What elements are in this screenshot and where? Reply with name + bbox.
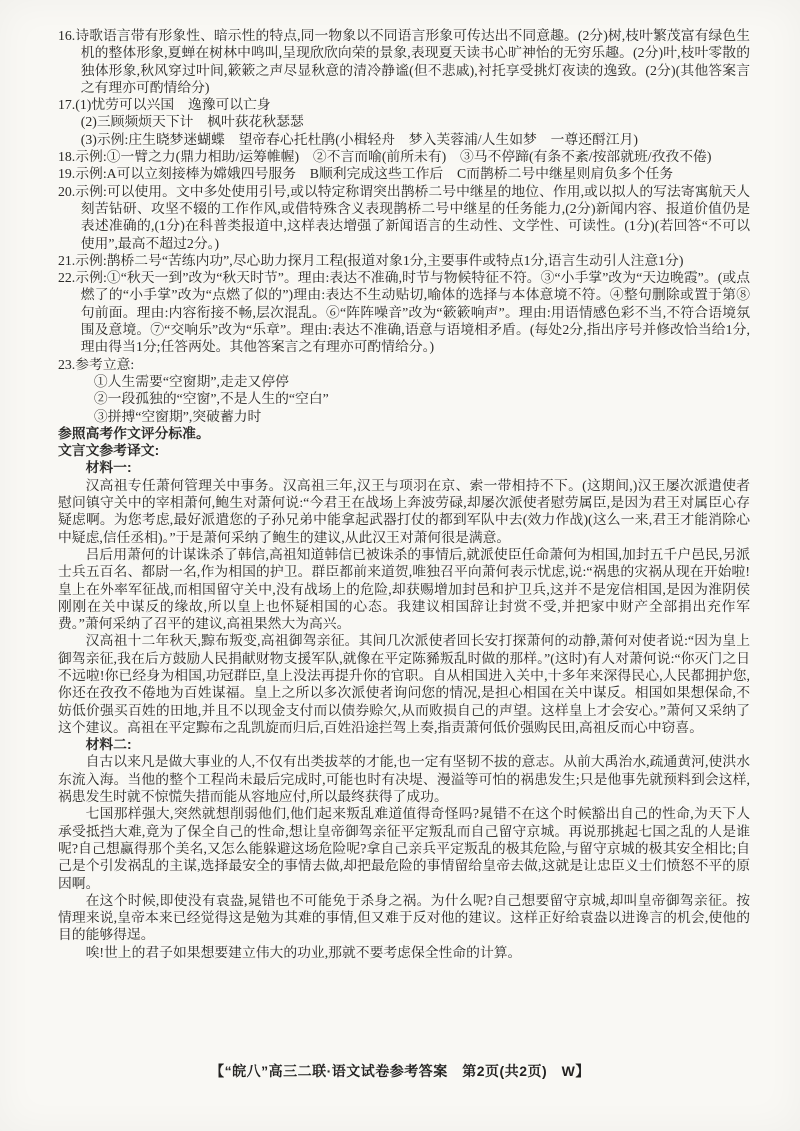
material-2-paragraph-3: 在这个时候,即使没有袁盎,晁错也不可能免于杀身之祸。为什么呢?自己想要留守京城,却叫皇帝御驾亲征。按情理来说,皇帝本来已经觉得这是勉为其难的事情,但又难于反对他的建议。这样正好给袁盎以进谗言的机会,使他的目的能够得逞。 xyxy=(58,892,750,943)
answer-text-23-1: ①人生需要“空窗期”,走走又停停 xyxy=(93,373,289,389)
material-2-paragraph-4: 唉!世上的君子如果想要建立伟大的功业,那就不要考虑保全性命的计算。 xyxy=(85,944,522,960)
answer-text-17-2: (2)三顾频烦天下计 枫叶荻花秋瑟瑟 xyxy=(80,114,304,130)
answer-text-23-2: ②一段孤独的“空窗”,不是人生的“空白” xyxy=(93,391,329,407)
answer-text-18: 示例:①一臂之力(鼎力相助/运筹帷幄) ②不言而喻(前所未有) ③马不停蹄(有条不紊/按部就班/孜孜不倦) xyxy=(75,149,712,165)
answer-text-20: 示例:可以使用。文中多处使用引号,或以特定称谓突出鹊桥二号中继星的地位、作用,或以拟人的写法寄寓航天人刻苦钻研、攻坚不辍的工作作风,或借特殊含义表现鹊桥二号中继星的任务能力,(2分)新闻内容、报道价值仍是表述准确的,(1分)在科普类报道中,这样表达增强了新闻语言的生动性、文学性、可读性。(1分)(若回答“不可以使用”,最高不超过2分。) xyxy=(75,183,750,251)
material-2-label: 材料二: xyxy=(85,737,132,753)
answer-number-16: 16. xyxy=(58,28,76,43)
answer-item-21 xyxy=(58,252,750,269)
material-1-paragraph-2: 吕后用萧何的计谋诛杀了韩信,高祖知道韩信已被诛杀的事情后,就派使臣任命萧何为相国,加封五千户邑民,另派士兵五百名、都尉一名,作为相国的护卫。群臣都前来道贺,唯独召平向萧何表示忧虑,说:“祸患的灾祸从现在开始啦!皇上在外率军征战,而相国留守关中,没有战场上的危险,却获赐增加封邑和护卫兵,这并不是宠信相国,是因为淮阴侯刚刚在关中谋反的缘故,所以皇上也怀疑相国的心态。我建议相国辞让封赏不受,并把家中财产全部捐出充作军费。”萧何采纳了召平的建议,高祖果然大为高兴。 xyxy=(58,546,750,632)
material-1-paragraph-1: 汉高祖专任萧何管理关中事务。汉高祖三年,汉王与项羽在京、索一带相持不下。(这期间,)汉王屡次派遣使者慰问镇守关中的宰相萧何,鲍生对萧何说:“今君王在战场上奔波劳碌,却屡次派使者慰劳属臣,是因为君王对属臣心存疑虑啊。为您考虑,最好派遣您的子孙兄弟中能拿起武器打仗的都到军队中去(效力作战)(这么一来,君王才能消除心中疑虑,信任丞相)。”于是萧何采纳了鲍生的建议,从此汉王对萧何很是满意。 xyxy=(58,477,750,545)
translation-heading: 文言文参考译文: xyxy=(58,443,160,459)
answer-item-19 xyxy=(58,165,750,182)
answer-item-18 xyxy=(58,148,750,165)
answer-text-16: 诗歌语言带有形象性、暗示性的特点,同一物象以不同语言形象可传达出不同意趣。(2分)树,枝叶繁茂富有绿色生机的整体形象,夏蝉在树林中鸣叫,呈现欣欣向荣的景象,表现夏天读书心旷神怡的无穷乐趣。(2分)叶,枝叶零散的独体形象,秋风穿过叶间,簌簌之声尽显秋意的清冷静谧(但不悲戚),衬托享受挑灯夜读的逸致。(2分)(其他答案言之有理亦可酌情给分) xyxy=(75,28,750,95)
answer-text-19: 示例:A可以立刻接棒为嫦娥四号服务 B顺利完成这些工作后 C而鹊桥二号中继星则肩负多个任务 xyxy=(75,166,674,182)
answer-number-22: 22. xyxy=(58,270,76,286)
answer-sheet-content xyxy=(58,27,750,961)
answer-text-21: 示例:鹊桥二号“苦练内功”,尽心助力探月工程(报道对象1分,主要事件或特点1分,语言生动引人注意1分) xyxy=(75,252,684,268)
answer-item-22 xyxy=(58,269,750,355)
answer-number-18: 18. xyxy=(58,149,76,165)
material-1-label: 材料一: xyxy=(85,460,132,476)
answer-item-16 xyxy=(58,27,750,96)
answer-label-23: 参考立意: xyxy=(75,356,135,372)
material-1-paragraph-3: 汉高祖十二年秋天,黥布叛变,高祖御驾亲征。其间几次派使者回长安打探萧何的动静,萧何对使者说:“因为皇上御驾亲征,我在后方鼓励人民捐献财物支援军队,就像在平定陈豨叛乱时做的那样。”(这时)有人对萧何说:“你灭门之日不远啦!你已经身为相国,功冠群臣,皇上没法再提升你的官职。自从相国进入关中,十多年来深得民心,人民都拥护您,你还在孜孜不倦地为百姓谋福。皇上之所以多次派使者询问您的情况,是担心相国在关中谋反。相国如果想保命,不妨低价强买百姓的田地,并且不以现金支付而以债券赊欠,从而败损自己的声望。这样皇上才会安心。”萧何又采纳了这个建议。高祖在平定黥布之乱凯旋而归后,百姓沿途拦驾上奏,指责萧何低价强购民田,高祖反而心中窃喜。 xyxy=(58,633,750,735)
answer-text-17-1: (1)忧劳可以兴国 逸豫可以亡身 xyxy=(75,97,271,113)
answer-text-22: 示例:①“秋天一到”改为“秋天时节”。理由:表达不准确,时节与物候特征不符。③“小手掌”改为“天边晚霞”。(或点燃了的“小手掌”改为“点燃了似的”)理由:表达不生动贴切,喻体的选择与本体意境不符。④整句删除或置于第⑧句前面。理由:内容衔接不畅,层次混乱。⑥“阵阵噪音”改为“簌簌响声”。理由:用语情感色彩不当,不符合语境氛围及意境。⑦“交响乐”改为“乐章”。理由:表达不准确,语意与语境相矛盾。(每处2分,指出序号并修改恰当给1分,理由得当1分;任答两处。其他答案言之有理亦可酌情给分。) xyxy=(75,270,750,355)
answer-number-21: 21. xyxy=(58,252,76,268)
answer-number-23: 23. xyxy=(58,356,76,372)
essay-scoring-note: 参照高考作文评分标准。 xyxy=(58,425,210,441)
answer-number-20: 20. xyxy=(58,183,76,199)
answer-item-23 xyxy=(58,356,750,373)
answer-text-23-3: ③拼搏“空窗期”,突破蓄力时 xyxy=(93,408,262,424)
answer-number-17: 17. xyxy=(58,97,76,113)
page-footer: 【“皖八”高三二联·语文试卷参考答案 第2页(共2页) W】 xyxy=(210,1063,590,1079)
answer-number-19: 19. xyxy=(58,166,76,182)
material-2-paragraph-1: 自古以来凡是做大事业的人,不仅有出类拔萃的才能,也一定有坚韧不拔的意志。从前大禹治水,疏通黄河,使洪水东流入海。当他的整个工程尚未最后完成时,可能也时有决堤、漫溢等可怕的祸患发生;只是他事先就预料到会这样,祸患发生时就不惊慌失措而能从容地应付,所以最终获得了成功。 xyxy=(58,754,750,805)
material-2-paragraph-2: 七国那样强大,突然就想削弱他们,他们起来叛乱难道值得奇怪吗?晁错不在这个时候豁出自己的性命,为天下人承受抵挡大难,竟为了保全自己的性命,想让皇帝御驾亲征平定叛乱而自己留守京城。再说那挑起七国之乱的人是谁呢?自己想赢得那个美名,又怎么能躲避这场危险呢?拿自己亲兵平定叛乱的极其危险,与留守京城的极其安全相比;自己是个引发祸乱的主谋,选择最安全的事情去做,却把最危险的事情留给皇帝去做,这就是让忠臣义士们愤怒不平的原因啊。 xyxy=(58,806,750,891)
answer-item-17 xyxy=(58,96,750,113)
answer-item-20 xyxy=(58,183,750,252)
answer-text-17-3: (3)示例:庄生晓梦迷蝴蝶 望帝春心托杜鹃(小楫轻舟 梦入芙蓉浦/人生如梦 一尊还酹江月) xyxy=(80,131,638,147)
